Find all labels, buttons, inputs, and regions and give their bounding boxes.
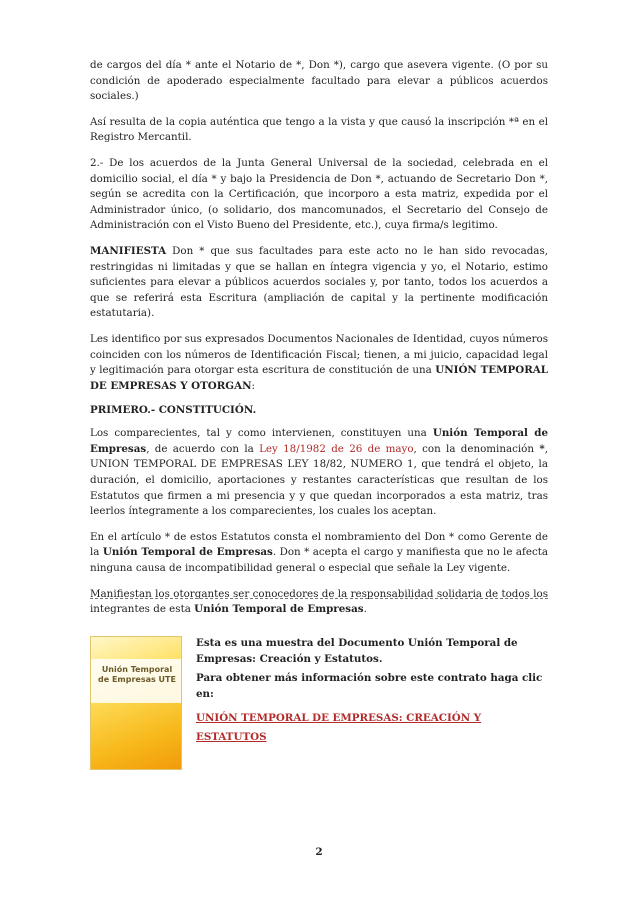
page-number: 2 <box>315 846 323 858</box>
paragraph-text: En el artículo * de estos Estatutos consta el nombramiento del Don * como Gerente de la <box>90 530 548 559</box>
paragraph-gerente <box>90 530 548 577</box>
document-body <box>90 58 548 628</box>
law-reference: Ley 18/1982 de 26 de mayo <box>259 442 414 455</box>
paragraph-identifico <box>90 332 548 394</box>
dashed-divider <box>90 598 548 599</box>
ute-label: Unión Temporal de Empresas <box>102 546 273 559</box>
paragraph-responsabilidad <box>90 587 548 618</box>
paragraph-text: : <box>251 379 255 392</box>
ute-label: Unión Temporal de Empresas <box>194 603 364 616</box>
paragraph-text: , UNION TEMPORAL DE EMPRESAS LEY 18/82, NUMERO 1, que tendrá el objeto, la duración, el domicilio, aportaciones y restantes características que resultan de los Estatutos que firmen a mi presencia y y que quedan incorporados a esta matriz, tras leerlos íntegramente a los comparecientes, los cuales los aceptan. <box>90 442 548 518</box>
paragraph-text: . Don * acepta el cargo y manifiesta que no le afecta ninguna causa de incompatibilidad general o especial que señale la Ley vigente. <box>90 546 548 575</box>
paragraph-text: , de acuerdo con la <box>146 442 260 455</box>
paragraph-junta <box>90 156 548 234</box>
paragraph-text: de cargos del día * ante el Notario de *, Don *), cargo que asevera vigente. (O por su condición de apoderado especialmente facultado para elevar a públicos acuerdos sociales.) <box>90 59 548 103</box>
paragraph-text: Así resulta de la copia auténtica que tengo a la vista y que causó la inscripción *ª en el Registro Mercantil. <box>90 115 548 144</box>
promo-line-2: Para obtener más información sobre este contrato haga clic en: <box>196 672 543 700</box>
paragraph-text: Los comparecientes, tal y como intervienen, constituyen una <box>90 427 433 440</box>
paragraph-text: . <box>363 603 367 616</box>
document-cover-image[interactable] <box>90 636 182 770</box>
paragraph-text: , con la denominación <box>413 442 540 455</box>
paragraph-text: Don * que sus facultades para este acto no le han sido revocadas, restringidas ni limitadas y que se hallan en íntegra vigencia y yo, el Notario, estimo suficientes para elevar a públicos acuerdos sociales y, por tanto, todos los acuerdos a que se referirá esta Escritura (ampliación de capital y la pertinente modificación estatutaria). <box>90 244 548 320</box>
denominacion-placeholder: * <box>539 442 545 455</box>
paragraph-text: Les identifico por sus expresados Documentos Nacionales de Identidad, cuyos números coinciden con los números de Identificación Fiscal; tienen, a mi juicio, capacidad legal y legitimación para otorgar esta escritura de constitución de una <box>90 332 548 377</box>
paragraph-text: 2.- De los acuerdos de la Junta General Universal de la sociedad, celebrada en el domicilio social, el día * y bajo la Presidencia de Don *, actuando de Secretario Don *, según se acredita con la Certificación, que incorporo a esta matriz, expedida por el Administrador único, (o solidario, dos mancomunados, el Secretario del Consejo de Administración con el Visto Bueno del Presidente, etc.), cuya firma/s legitimo. <box>90 156 548 232</box>
ute-otorgan-label: UNIÓN TEMPORAL DE EMPRESAS Y OTORGAN <box>90 364 548 392</box>
paragraph-cargos <box>90 58 548 105</box>
promo-box <box>90 636 550 770</box>
ute-label: Unión Temporal de Empresas <box>90 427 549 455</box>
promo-link[interactable]: UNIÓN TEMPORAL DE EMPRESAS: CREACIÓN Y ESTATUTOS <box>196 712 482 744</box>
paragraph-constitucion <box>90 426 548 520</box>
section-heading: PRIMERO.- CONSTITUCIÓN. <box>90 404 257 417</box>
promo-line-1: Esta es una muestra del Documento Unión Temporal de Empresas: Creación y Estatutos. <box>196 637 518 665</box>
promo-text <box>196 636 546 744</box>
paragraph-text: Manifiestan los otorgantes ser conocedores de la responsabilidad solidaria de todos los integrantes de esta <box>90 587 548 616</box>
paragraph-registro <box>90 115 548 146</box>
paragraph-manifiesta <box>90 244 548 322</box>
cover-title: Unión Temporal de Empresas UTE <box>98 665 176 684</box>
manifiesta-label: MANIFIESTA <box>90 244 167 257</box>
